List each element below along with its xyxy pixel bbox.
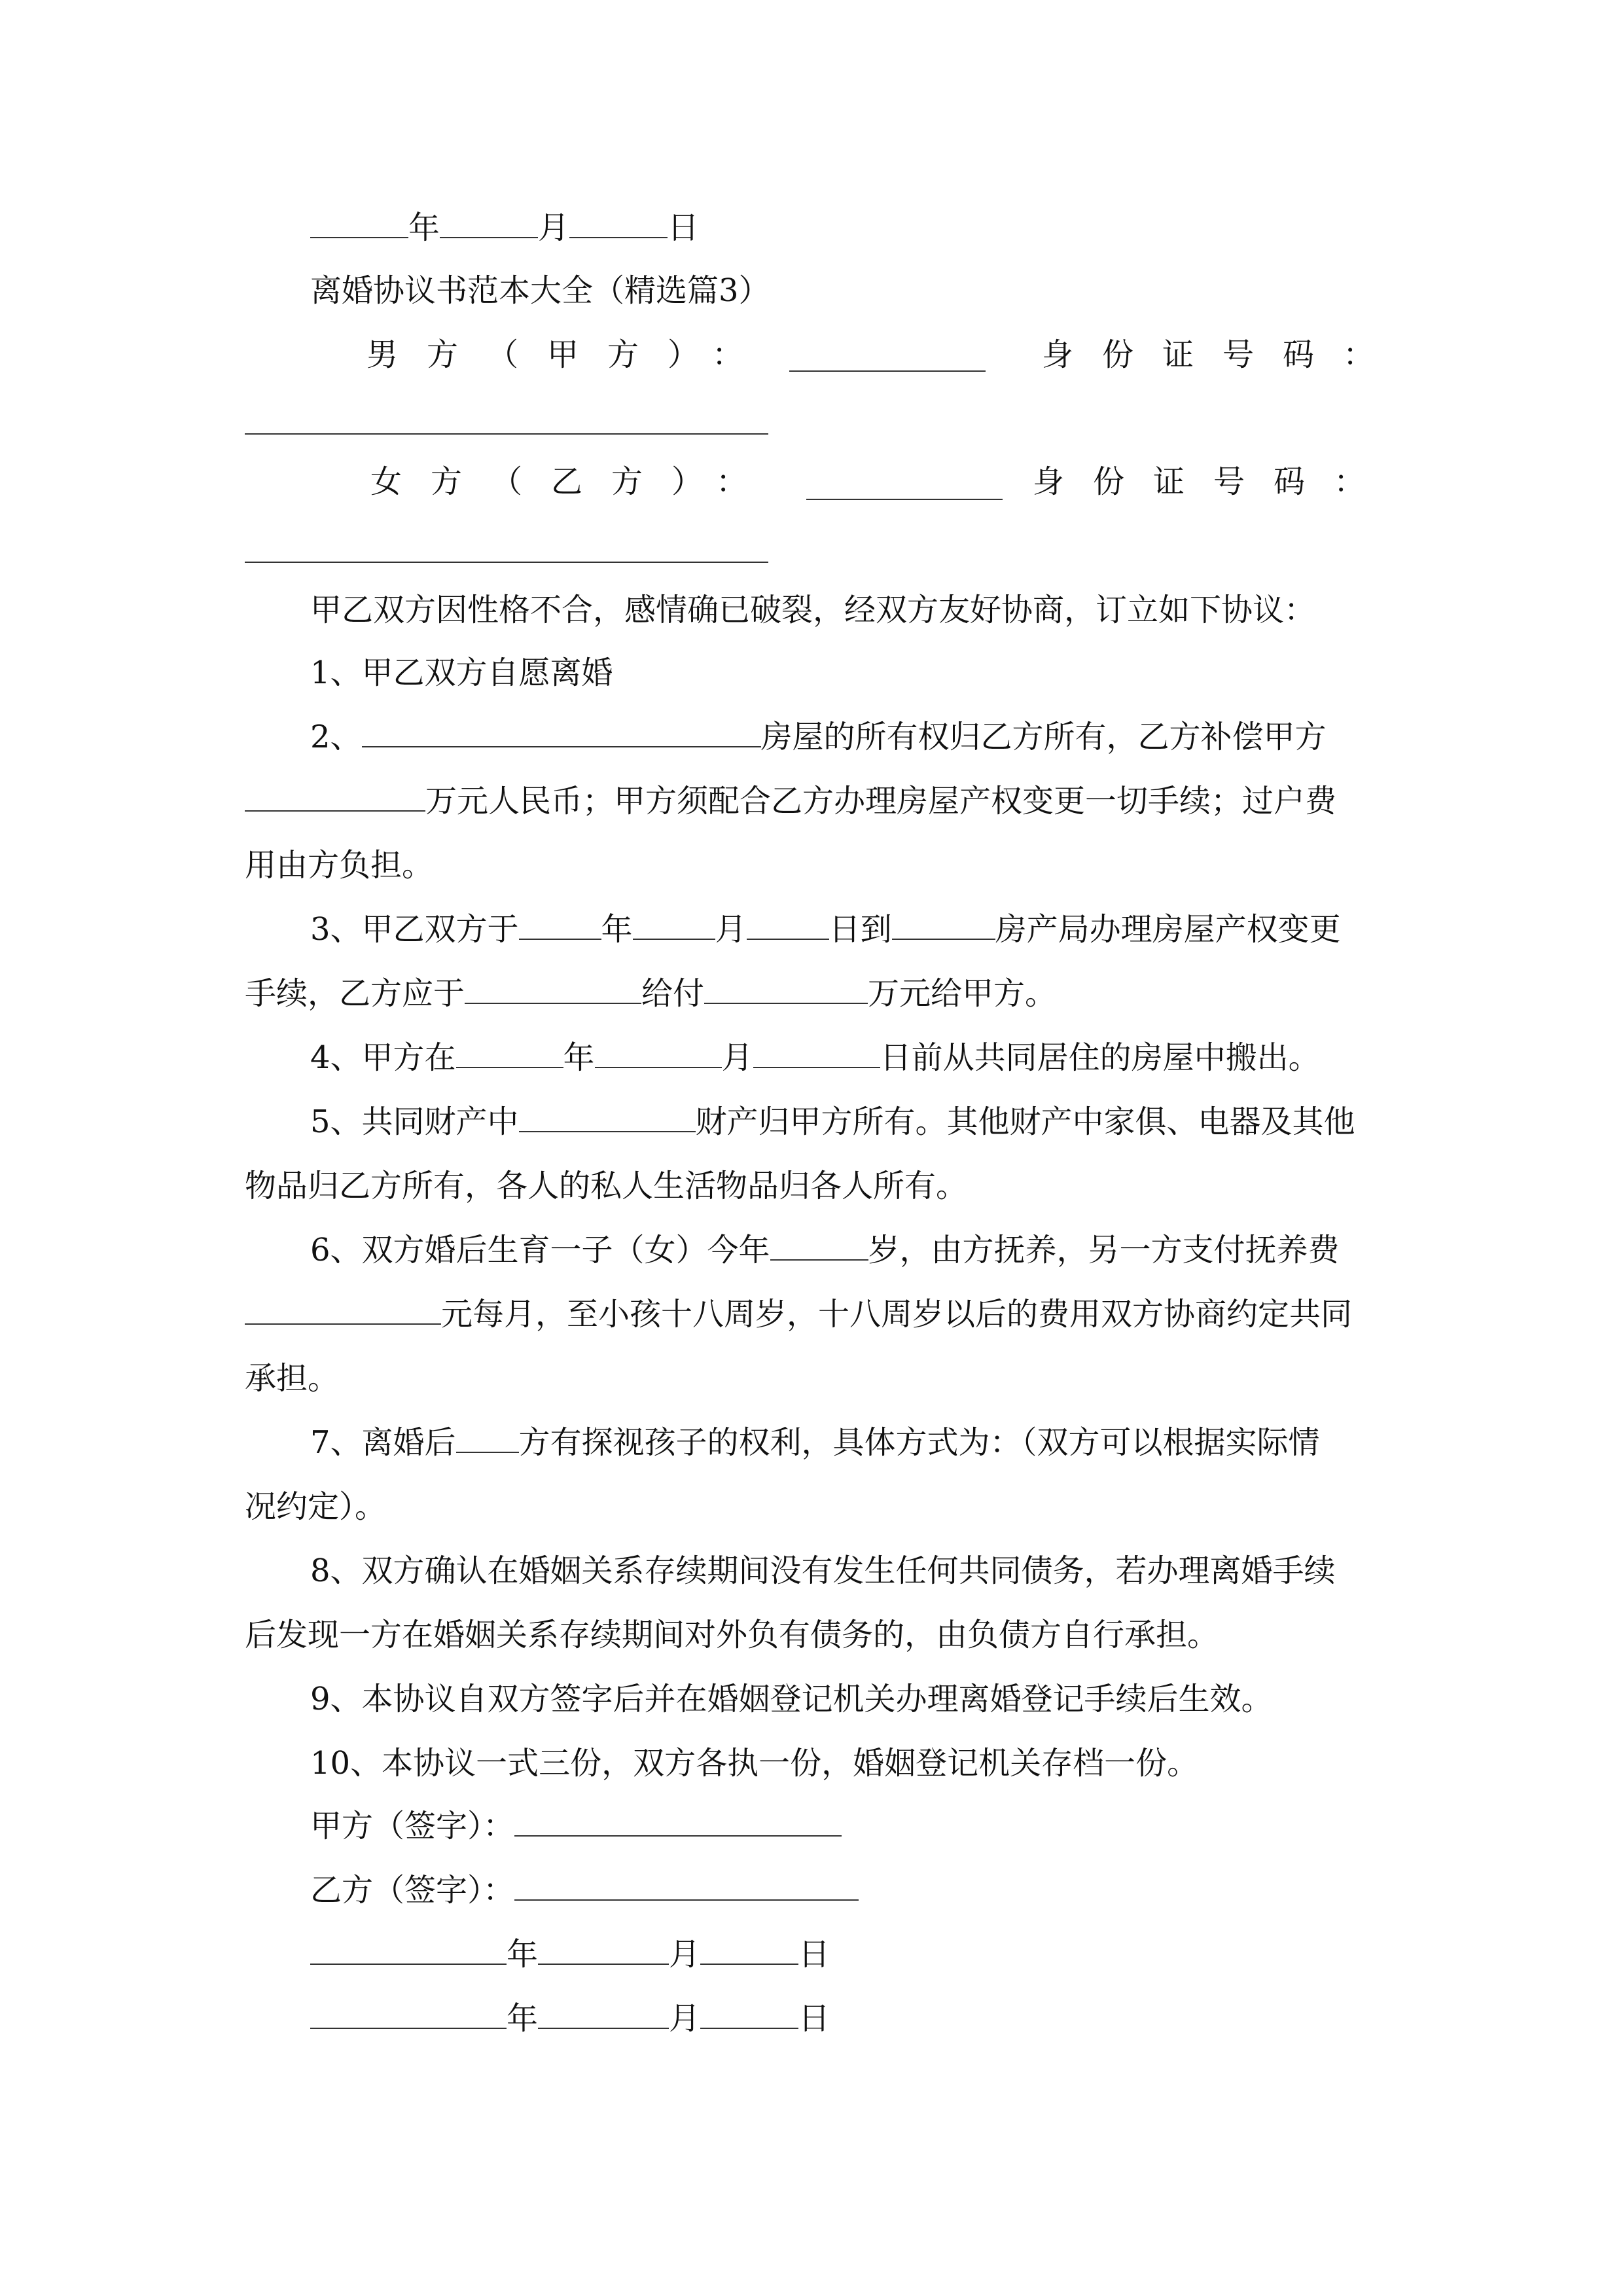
sig-date-a-day-label: 日 <box>798 1936 830 1973</box>
clause-3-text-d: 给付 <box>641 975 705 1012</box>
clause-3-text-c: 手续，乙方应于 <box>245 975 465 1012</box>
signature-b-line <box>310 1871 859 1910</box>
c4-year-blank <box>456 1038 563 1068</box>
compensation-blank <box>245 781 425 812</box>
clause-7-text-b: 方有探视孩子的权利，具体方式为：（双方可以根据实际情 <box>518 1424 1320 1461</box>
male-name-blank <box>789 370 986 372</box>
clause-3-text-e: 万元给甲方。 <box>868 975 1057 1012</box>
c3-amount-blank <box>704 974 868 1004</box>
sig-date-b-day-blank <box>700 1999 798 2029</box>
c6-support-blank <box>245 1295 441 1325</box>
clause-7-line-2: 况约定）。 <box>245 1488 387 1525</box>
sig-date-b-day-label: 日 <box>798 2000 830 2037</box>
sig-date-b-month-blank <box>538 1999 669 2029</box>
clause-5-line-1 <box>310 1102 1355 1141</box>
signature-date-b <box>310 1999 830 2038</box>
top-date-line <box>310 208 699 247</box>
signature-a-line <box>310 1806 842 1846</box>
clause-5-text-a: 5、共同财产中 <box>310 1103 519 1140</box>
clause-6-text-a: 6、双方婚后生育一子（女）今年 <box>310 1232 770 1268</box>
clause-4-text-a: 4、甲方在 <box>310 1039 456 1076</box>
c7-party-blank <box>456 1423 519 1453</box>
house-blank <box>362 717 761 747</box>
male-id-label: 身份证号码： <box>1042 336 1404 373</box>
c3-day-label: 日到 <box>829 911 892 948</box>
sig-date-a-month-label: 月 <box>669 1936 701 1973</box>
sig-date-b-month-label: 月 <box>669 2000 701 2037</box>
clause-2-line-1 <box>310 717 1327 757</box>
female-party-label: 女方（乙方）： <box>370 463 777 500</box>
c4-month-label: 月 <box>721 1039 753 1076</box>
document-heading: 离婚协议书范本大全（精选篇3） <box>310 272 770 309</box>
clause-1: 1、甲乙双方自愿离婚 <box>310 655 613 691</box>
clause-2-number: 2、 <box>310 719 362 755</box>
clause-4 <box>310 1038 1320 1077</box>
c4-day-blank <box>753 1038 880 1068</box>
male-id-blank <box>245 433 768 435</box>
c3-year-blank <box>519 910 601 940</box>
sig-date-a-month-blank <box>538 1935 669 1965</box>
c3-date-blank <box>465 974 641 1004</box>
c4-year-label: 年 <box>563 1039 595 1076</box>
c3-month-label: 月 <box>715 911 747 948</box>
clause-6-line-2 <box>245 1295 1352 1334</box>
clause-2-text-b: 万元人民币；甲方须配合乙方办理房屋产权变更一切手续；过户费 <box>425 783 1337 819</box>
clause-7-line-1 <box>310 1423 1320 1462</box>
signature-b-label: 乙方（签字）： <box>310 1872 515 1909</box>
month-label: 月 <box>538 209 570 246</box>
sig-date-b-year-label: 年 <box>507 2000 539 2037</box>
c5-property-blank <box>519 1102 696 1132</box>
day-label: 日 <box>668 209 700 246</box>
year-label: 年 <box>408 209 440 246</box>
clause-8-line-2: 后发现一方在婚姻关系存续期间对外负有债务的，由负债方自行承担。 <box>245 1617 1219 1653</box>
intro-paragraph: 甲乙双方因性格不合，感情确已破裂，经双方友好协商，订立如下协议： <box>310 592 1316 628</box>
clause-6-line-1 <box>310 1230 1340 1270</box>
clause-9: 9、本协议自双方签字后并在婚姻登记机关办理离婚登记手续后生效。 <box>310 1681 1273 1717</box>
signature-a-label: 甲方（签字）： <box>310 1808 515 1844</box>
c3-month-blank <box>633 910 715 940</box>
sig-date-a-year-label: 年 <box>507 1936 539 1973</box>
clause-5-line-2: 物品归乙方所有，各人的私人生活物品归各人所有。 <box>245 1168 968 1204</box>
month-blank <box>440 208 538 238</box>
c6-age-blank <box>770 1230 868 1261</box>
c3-bureau-blank <box>892 910 995 940</box>
clause-5-text-b: 财产归甲方所有。其他财产中家俱、电器及其他 <box>695 1103 1355 1140</box>
clause-6-line-3: 承担。 <box>245 1360 340 1397</box>
clause-3-text-a: 3、甲乙双方于 <box>310 911 519 948</box>
c4-month-blank <box>595 1038 722 1068</box>
clause-4-text-b: 日前从共同居住的房屋中搬出。 <box>880 1039 1320 1076</box>
clause-3-line-1 <box>310 910 1341 949</box>
sig-date-b-year-blank <box>310 1999 507 2029</box>
clause-2-line-2 <box>245 781 1336 821</box>
clause-3-line-2 <box>245 974 1056 1013</box>
clause-10: 10、本协议一式三份，双方各执一份，婚姻登记机关存档一份。 <box>310 1745 1199 1782</box>
clause-7-text-a: 7、离婚后 <box>310 1424 456 1461</box>
signature-b-blank <box>514 1871 859 1901</box>
clause-6-text-c: 元每月，至小孩十八周岁，十八周岁以后的费用双方协商约定共同 <box>441 1296 1353 1333</box>
clause-6-text-b: 岁，由方抚养，另一方支付抚养费 <box>868 1232 1340 1268</box>
sig-date-a-day-blank <box>700 1935 798 1965</box>
clause-2-line-3: 用由方负担。 <box>245 847 434 884</box>
clause-8-line-1: 8、双方确认在婚姻关系存续期间没有发生任何共同债务，若办理离婚手续 <box>310 1552 1336 1589</box>
clause-2-text-a: 房屋的所有权归乙方所有，乙方补偿甲方 <box>760 719 1327 755</box>
female-id-label: 身份证号码： <box>1033 463 1395 500</box>
sig-date-a-year-blank <box>310 1935 507 1965</box>
year-blank <box>310 208 408 238</box>
female-id-blank <box>245 562 768 563</box>
c3-year-label: 年 <box>601 911 633 948</box>
male-party-label: 男方（甲方）： <box>366 336 773 373</box>
signature-a-blank <box>514 1806 842 1837</box>
day-blank <box>569 208 668 238</box>
clause-3-text-b: 房产局办理房屋产权变更 <box>995 911 1341 948</box>
female-name-blank <box>806 499 1003 500</box>
c3-day-blank <box>747 910 829 940</box>
signature-date-a <box>310 1935 830 1974</box>
